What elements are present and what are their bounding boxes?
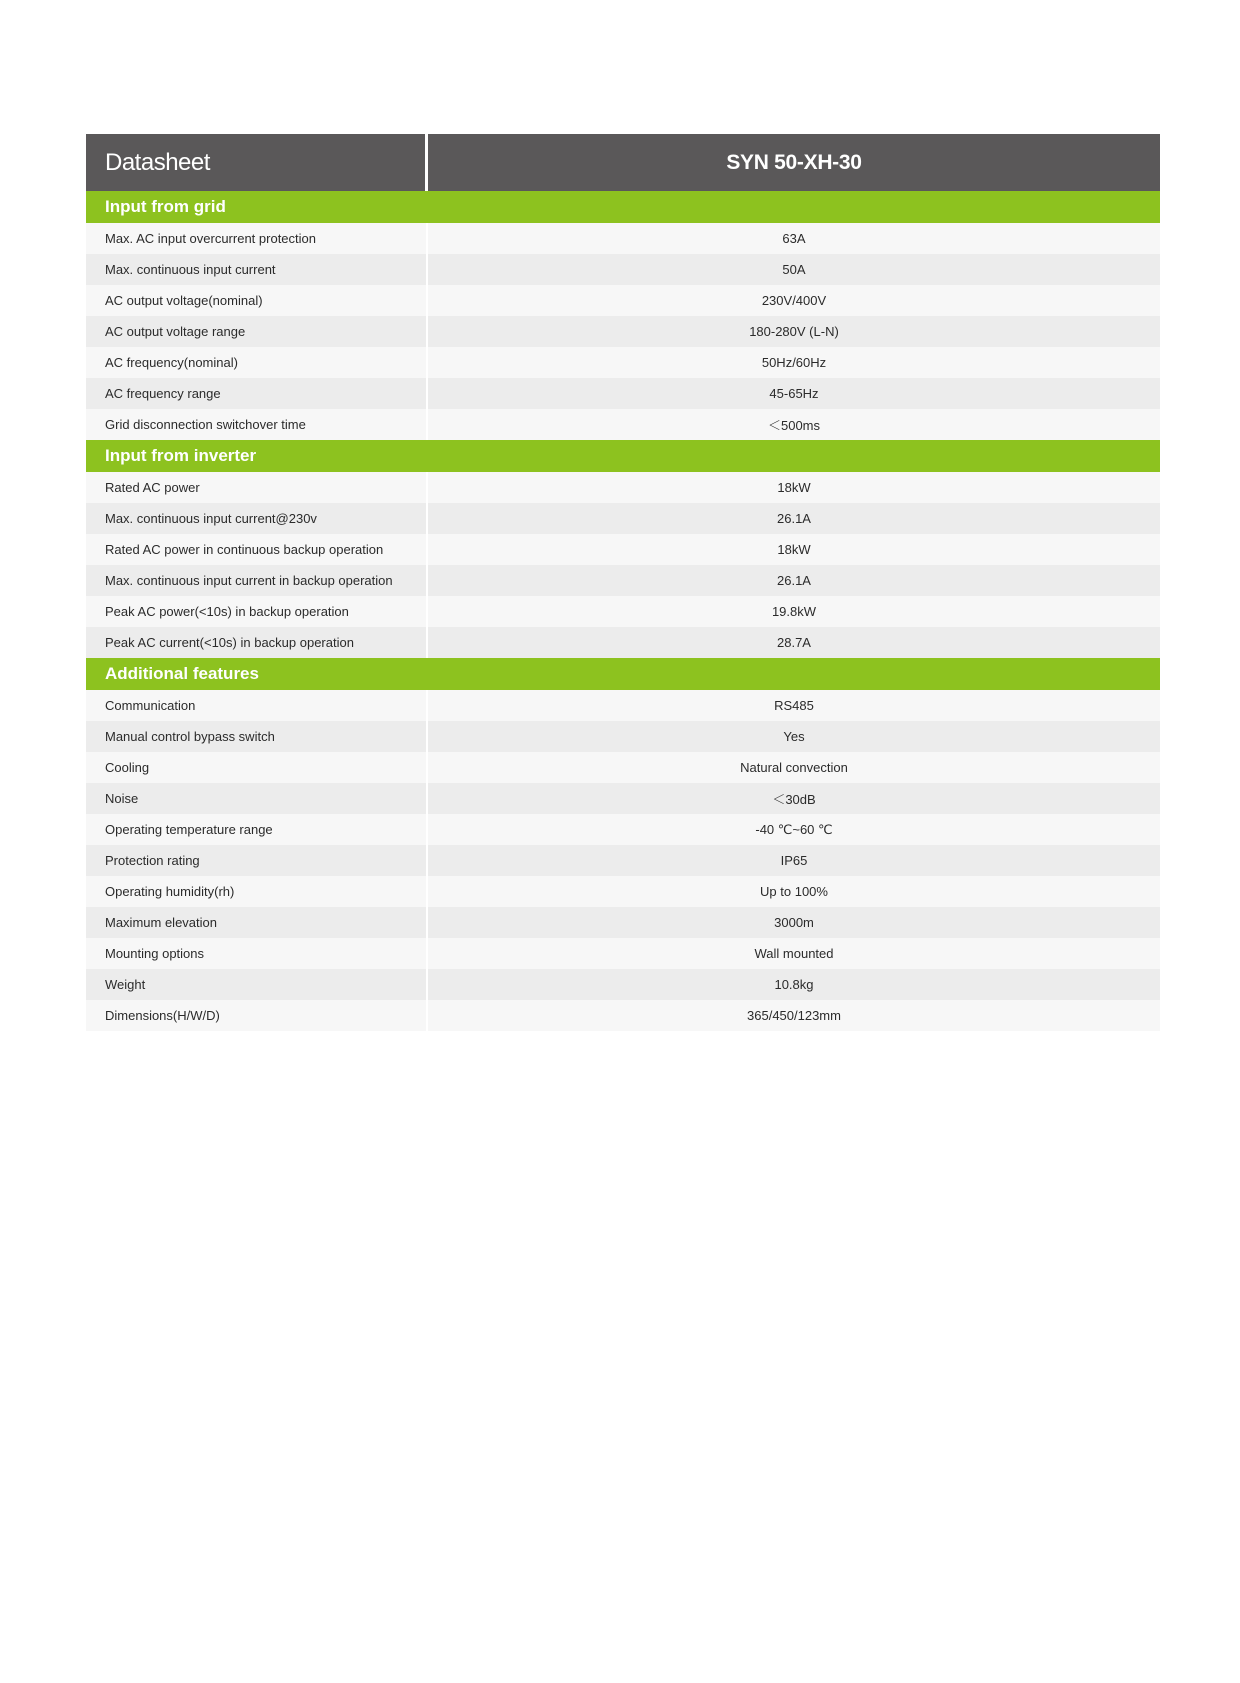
row-value: 365/450/123mm	[747, 1008, 841, 1023]
row-label: Operating humidity(rh)	[86, 876, 428, 907]
table-row	[86, 472, 1160, 503]
row-value: 230V/400V	[761, 293, 827, 308]
row-label: Max. continuous input current	[86, 254, 428, 285]
row-value: 26.1A	[777, 511, 811, 526]
section-additional-features: Additional features	[86, 658, 1160, 690]
table-row	[86, 534, 1160, 565]
row-label: AC output voltage range	[86, 316, 428, 347]
section-input-from-grid: Input from grid	[86, 191, 1160, 223]
row-value: 10.8kg	[774, 977, 814, 992]
row-label: Peak AC power(<10s) in backup operation	[86, 596, 428, 627]
row-value: 19.8kW	[771, 604, 817, 619]
row-value: 50A	[782, 262, 806, 277]
row-label: Protection rating	[86, 845, 428, 876]
table-row	[86, 969, 1160, 1000]
row-label: Rated AC power	[86, 472, 428, 503]
table-row	[86, 783, 1160, 814]
row-value: Natural convection	[740, 760, 848, 775]
row-label: Max. continuous input current in backup operation	[86, 565, 428, 596]
table-row	[86, 845, 1160, 876]
row-value: ＜30dB	[772, 792, 816, 807]
table-row	[86, 347, 1160, 378]
row-label: Max. continuous input current@230v	[86, 503, 428, 534]
table-row	[86, 814, 1160, 845]
row-value: -40 ℃~60 ℃	[755, 821, 833, 837]
row-label: Maximum elevation	[86, 907, 428, 938]
row-label: Weight	[86, 969, 428, 1000]
table-row	[86, 938, 1160, 969]
table-header	[86, 134, 1160, 191]
datasheet-title: Datasheet	[86, 134, 428, 191]
table-row	[86, 316, 1160, 347]
table-row	[86, 596, 1160, 627]
row-value: 180-280V (L-N)	[749, 324, 839, 339]
row-label: Manual control bypass switch	[86, 721, 428, 752]
table-row	[86, 285, 1160, 316]
row-label: AC output voltage(nominal)	[86, 285, 428, 316]
section-input-from-inverter: Input from inverter	[86, 440, 1160, 472]
row-value: 45-65Hz	[769, 386, 819, 401]
row-label: Noise	[86, 783, 428, 814]
row-value: RS485	[774, 698, 814, 713]
row-label: Max. AC input overcurrent protection	[86, 223, 428, 254]
row-value: ＜500ms	[767, 418, 821, 433]
row-value: 50Hz/60Hz	[761, 355, 827, 370]
row-label: Mounting options	[86, 938, 428, 969]
table-row	[86, 907, 1160, 938]
model-name: SYN 50-XH-30	[726, 150, 862, 174]
table-row	[86, 378, 1160, 409]
row-value: IP65	[780, 853, 808, 868]
row-label: Operating temperature range	[86, 814, 428, 845]
row-label: AC frequency(nominal)	[86, 347, 428, 378]
table-row	[86, 503, 1160, 534]
table-row	[86, 409, 1160, 440]
row-value: Up to 100%	[760, 884, 828, 899]
datasheet-table	[86, 134, 1160, 1031]
table-row	[86, 1000, 1160, 1031]
table-row	[86, 721, 1160, 752]
row-label: Rated AC power in continuous backup operation	[86, 534, 428, 565]
table-row	[86, 627, 1160, 658]
table-row	[86, 690, 1160, 721]
table-row	[86, 752, 1160, 783]
row-label: AC frequency range	[86, 378, 428, 409]
row-value: Wall mounted	[754, 946, 834, 961]
row-value: 18kW	[777, 542, 811, 557]
row-value: 26.1A	[777, 573, 811, 588]
table-row	[86, 254, 1160, 285]
row-label: Cooling	[86, 752, 428, 783]
row-value: 18kW	[777, 480, 811, 495]
row-value: Yes	[783, 729, 805, 744]
table-row	[86, 876, 1160, 907]
row-value: 28.7A	[777, 635, 811, 650]
row-label: Grid disconnection switchover time	[86, 409, 428, 440]
row-value: 3000m	[774, 915, 814, 930]
row-label: Communication	[86, 690, 428, 721]
row-label: Peak AC current(<10s) in backup operation	[86, 627, 428, 658]
row-value: 63A	[782, 231, 806, 246]
table-row	[86, 565, 1160, 596]
row-label: Dimensions(H/W/D)	[86, 1000, 428, 1031]
table-row	[86, 223, 1160, 254]
